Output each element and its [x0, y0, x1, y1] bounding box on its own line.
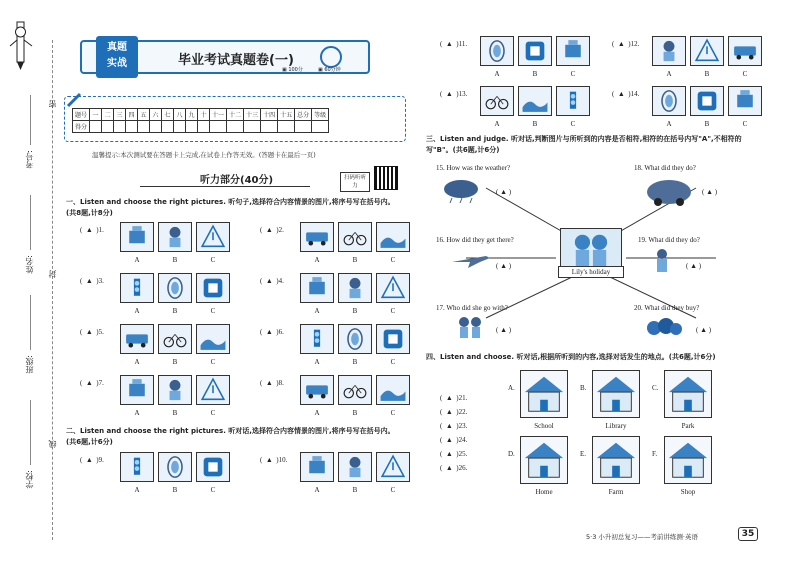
- score-cell-4[interactable]: [126, 121, 138, 133]
- option-label: A: [134, 486, 140, 494]
- option-label: B: [704, 70, 710, 78]
- score-input-row: [73, 121, 329, 133]
- question-number: )14.: [628, 90, 640, 98]
- question-number: )13.: [456, 90, 468, 98]
- plane-picture: [450, 250, 492, 270]
- q9-option-b-picture: [158, 452, 192, 482]
- score-cell-3[interactable]: [114, 121, 126, 133]
- judge-q16: 16. How did they get there?: [436, 236, 514, 244]
- score-table: [72, 108, 329, 133]
- answer-mark: ▲: [85, 226, 93, 234]
- score-col-3: 三: [114, 109, 126, 121]
- judge-a17[interactable]: ( ▲ ): [496, 326, 512, 334]
- q10-option-a-picture: [300, 452, 334, 482]
- score-cell-7[interactable]: [162, 121, 174, 133]
- pencil-mascot-icon: [6, 18, 36, 70]
- q10-option-b-picture: [338, 452, 372, 482]
- question-number: )24.: [456, 436, 468, 444]
- seal-char-3: 线: [48, 440, 57, 448]
- score-cell-13[interactable]: [244, 121, 261, 133]
- q11-option-a-picture: [480, 36, 514, 66]
- option-label: B: [532, 120, 538, 128]
- section-3-heading: 三、Listen and judge. 听对话,判断图片与所听到的内容是否相符,相符的在括号内写"A",不相符的写"B"。(共6题,计6分): [426, 135, 742, 154]
- score-header-row: [73, 109, 329, 121]
- answer-slot-5[interactable]: ( ▲ )5.: [80, 328, 104, 336]
- q3-option-a-picture: [120, 273, 154, 303]
- title-banner: [80, 40, 370, 74]
- answer-slot-8[interactable]: ( ▲ )8.: [260, 379, 284, 387]
- place-name: Park: [681, 422, 695, 430]
- option-label: B: [352, 256, 358, 264]
- goal-text: ▣ 60分钟: [318, 67, 341, 73]
- score-col-5: 五: [138, 109, 150, 121]
- q2-option-c-picture: [376, 222, 410, 252]
- question-number: )12.: [628, 40, 640, 48]
- option-label: A: [666, 120, 672, 128]
- score-cell-15[interactable]: [278, 121, 295, 133]
- fruit-picture: [644, 314, 684, 338]
- score-cell-16[interactable]: [295, 121, 312, 133]
- score-cell-1[interactable]: [90, 121, 102, 133]
- seal-char-1: 密: [48, 100, 57, 108]
- q8-option-a-picture: [300, 375, 334, 405]
- center-label: Lily's holiday: [558, 266, 624, 278]
- place-name: Shop: [680, 488, 696, 496]
- score-cell-5[interactable]: [138, 121, 150, 133]
- option-label: A: [314, 358, 320, 366]
- q4-option-b-picture: [338, 273, 372, 303]
- q13-option-c-picture: [556, 86, 590, 116]
- footer-text: 5·3 小升初总复习——考前讲练测·英语: [586, 533, 698, 541]
- answer-slot-14[interactable]: ( ▲ )14.: [612, 90, 640, 98]
- answer-slot-4[interactable]: ( ▲ )4.: [260, 277, 284, 285]
- q10-option-c-picture: [376, 452, 410, 482]
- judge-q17: 17. Who did she go with?: [436, 304, 508, 312]
- q12-option-c-picture: [728, 36, 762, 66]
- answer-mark: ▲: [617, 90, 625, 98]
- level-cell[interactable]: [312, 121, 329, 133]
- place-answer-slot-24[interactable]: ( ▲ )24.: [440, 436, 468, 444]
- option-label: C: [390, 307, 396, 315]
- option-label: C: [210, 486, 216, 494]
- score-cell-9[interactable]: [186, 121, 198, 133]
- option-label: C: [210, 307, 216, 315]
- section-2-heading: 二、Listen and choose the right pictures. 听对话,选择符合内容情景的图片,将序号写在括号内。(共6题,计6分): [66, 427, 395, 446]
- level-col: 等级: [312, 109, 329, 121]
- q9-option-a-picture: [120, 452, 154, 482]
- option-label: C: [210, 358, 216, 366]
- score-col-8: 八: [174, 109, 186, 121]
- place-picture-shop: [664, 436, 712, 484]
- answer-mark: ▲: [85, 277, 93, 285]
- score-col-9: 九: [186, 109, 198, 121]
- option-label: A: [494, 70, 500, 78]
- option-label: C: [390, 409, 396, 417]
- option-label: B: [532, 70, 538, 78]
- option-label: A: [134, 358, 140, 366]
- option-label: A: [314, 256, 320, 264]
- place-picture-park: [664, 370, 712, 418]
- place-letter: A.: [508, 384, 515, 392]
- answer-slot-3[interactable]: ( ▲ )3.: [80, 277, 104, 285]
- class-label: 班级:: [25, 355, 34, 374]
- question-number: )6.: [276, 328, 284, 336]
- answer-mark: ▲: [617, 40, 625, 48]
- score-cell-10[interactable]: [198, 121, 210, 133]
- q4-option-a-picture: [300, 273, 334, 303]
- score-col-10: 十: [198, 109, 210, 121]
- option-label: A: [314, 307, 320, 315]
- place-name: Farm: [608, 488, 624, 496]
- option-label: C: [742, 120, 748, 128]
- page-number: 35: [738, 527, 758, 541]
- badge-line1: 真题: [107, 42, 127, 53]
- option-label: B: [704, 120, 710, 128]
- q13-option-b-picture: [518, 86, 552, 116]
- score-col-7: 七: [162, 109, 174, 121]
- climbing-picture: [648, 246, 678, 276]
- score-col-2: 二: [102, 109, 114, 121]
- class-field[interactable]: [30, 295, 31, 350]
- row1-label: 题号: [73, 109, 90, 121]
- q11-option-c-picture: [556, 36, 590, 66]
- place-name: Home: [535, 488, 553, 496]
- option-label: B: [172, 486, 178, 494]
- q13-option-a-picture: [480, 86, 514, 116]
- q1-option-c-picture: [196, 222, 230, 252]
- badge: [96, 36, 138, 78]
- answer-mark: ▲: [265, 456, 273, 464]
- place-picture-farm: [592, 436, 640, 484]
- listening-title: 听力部分(40分): [200, 175, 274, 186]
- answer-mark: ▲: [85, 328, 93, 336]
- qr-code-icon[interactable]: [374, 166, 398, 190]
- q2-option-a-picture: [300, 222, 334, 252]
- judge-q18: 18. What did they do?: [634, 164, 696, 172]
- score-cell-6[interactable]: [150, 121, 162, 133]
- q14-option-a-picture: [652, 86, 686, 116]
- q3-option-b-picture: [158, 273, 192, 303]
- tip-text: 温馨提示:本次测试要在答题卡上完成,在试卷上作答无效。(答题卡在最后一页): [92, 151, 316, 159]
- q12-option-b-picture: [690, 36, 724, 66]
- section-1-heading: 一、Listen and choose the right pictures. 听句子,选择符合内容情景的图片,将序号写在括号内。(共8题,计8分): [66, 198, 395, 217]
- option-label: B: [352, 307, 358, 315]
- answer-mark: ▲: [445, 40, 453, 48]
- score-col-16: 总分: [295, 109, 312, 121]
- gutter-dashed-line: [52, 40, 53, 540]
- seat-field[interactable]: [30, 95, 31, 145]
- question-number: )22.: [456, 408, 468, 416]
- listening-underline: [140, 186, 310, 187]
- option-label: B: [172, 409, 178, 417]
- q2-option-b-picture: [338, 222, 372, 252]
- option-label: A: [314, 409, 320, 417]
- q6-option-c-picture: [376, 324, 410, 354]
- q11-option-b-picture: [518, 36, 552, 66]
- score-cell-2[interactable]: [102, 121, 114, 133]
- judge-a15[interactable]: ( ▲ ): [496, 188, 512, 196]
- name-label: 姓名:: [25, 255, 34, 274]
- answer-mark: ▲: [445, 450, 453, 458]
- school-label: 学校:: [25, 470, 34, 489]
- option-label: A: [134, 256, 140, 264]
- score-cell-8[interactable]: [174, 121, 186, 133]
- judge-diagram: [426, 158, 756, 338]
- time-text: ▣ 100分: [282, 67, 303, 73]
- q1-option-a-picture: [120, 222, 154, 252]
- answer-slot-1[interactable]: ( ▲ )1.: [80, 226, 104, 234]
- qr-label: 扫码听听力: [340, 172, 370, 192]
- answer-mark: ▲: [445, 394, 453, 402]
- q1-option-b-picture: [158, 222, 192, 252]
- option-label: C: [390, 256, 396, 264]
- answer-slot-2[interactable]: ( ▲ )2.: [260, 226, 284, 234]
- score-col-12: 十二: [227, 109, 244, 121]
- option-label: C: [390, 486, 396, 494]
- answer-slot-6[interactable]: ( ▲ )6.: [260, 328, 284, 336]
- place-letter: C.: [652, 384, 659, 392]
- judge-a18[interactable]: ( ▲ ): [702, 188, 718, 196]
- lily-picture: [560, 228, 622, 268]
- q6-option-a-picture: [300, 324, 334, 354]
- q8-option-b-picture: [338, 375, 372, 405]
- place-answer-slot-25[interactable]: ( ▲ )25.: [440, 450, 468, 458]
- answer-mark: ▲: [85, 379, 93, 387]
- option-label: A: [494, 120, 500, 128]
- score-cell-12[interactable]: [227, 121, 244, 133]
- answer-mark: ▲: [445, 436, 453, 444]
- question-number: )5.: [96, 328, 104, 336]
- score-cell-11[interactable]: [210, 121, 227, 133]
- answer-slot-12[interactable]: ( ▲ )12.: [612, 40, 640, 48]
- score-col-4: 四: [126, 109, 138, 121]
- answer-mark: ▲: [445, 408, 453, 416]
- option-label: B: [172, 307, 178, 315]
- place-letter: B.: [580, 384, 587, 392]
- score-col-14: 十四: [261, 109, 278, 121]
- score-cell-14[interactable]: [261, 121, 278, 133]
- q8-option-c-picture: [376, 375, 410, 405]
- answer-mark: ▲: [445, 464, 453, 472]
- place-picture-library: [592, 370, 640, 418]
- place-answer-slot-21[interactable]: ( ▲ )21.: [440, 394, 468, 402]
- judge-q15: 15. How was the weather?: [436, 164, 511, 172]
- pen-icon: [66, 92, 82, 108]
- q12-option-a-picture: [652, 36, 686, 66]
- question-number: )25.: [456, 450, 468, 458]
- question-number: )4.: [276, 277, 284, 285]
- option-label: C: [570, 70, 576, 78]
- q9-option-c-picture: [196, 452, 230, 482]
- seal-char-2: 封: [48, 270, 57, 278]
- score-col-15: 十五: [278, 109, 295, 121]
- q7-option-c-picture: [196, 375, 230, 405]
- page-title: 毕业考试真题卷(一): [178, 53, 294, 68]
- score-col-11: 十一: [210, 109, 227, 121]
- question-number: )7.: [96, 379, 104, 387]
- option-label: B: [352, 486, 358, 494]
- option-label: B: [352, 409, 358, 417]
- stopwatch-icon: [320, 46, 342, 68]
- place-answer-slot-22[interactable]: ( ▲ )22.: [440, 408, 468, 416]
- q5-option-a-picture: [120, 324, 154, 354]
- option-label: B: [172, 256, 178, 264]
- q7-option-a-picture: [120, 375, 154, 405]
- judge-a16[interactable]: ( ▲ ): [496, 262, 512, 270]
- row2-label: 得分: [73, 121, 90, 133]
- question-number: )3.: [96, 277, 104, 285]
- option-label: B: [172, 358, 178, 366]
- place-name: School: [534, 422, 554, 430]
- q6-option-b-picture: [338, 324, 372, 354]
- option-label: C: [210, 256, 216, 264]
- question-number: )26.: [456, 464, 468, 472]
- question-number: )10.: [276, 456, 288, 464]
- place-answer-slot-26[interactable]: ( ▲ )26.: [440, 464, 468, 472]
- score-col-1: 一: [90, 109, 102, 121]
- place-name: Library: [605, 422, 627, 430]
- option-label: C: [570, 120, 576, 128]
- seat-label: 考号:: [25, 150, 34, 169]
- name-field[interactable]: [30, 195, 31, 250]
- answer-mark: ▲: [445, 90, 453, 98]
- q4-option-c-picture: [376, 273, 410, 303]
- cloud-rain-picture: [440, 178, 482, 204]
- score-col-6: 六: [150, 109, 162, 121]
- score-col-13: 十三: [244, 109, 261, 121]
- answer-mark: ▲: [265, 226, 273, 234]
- question-number: )8.: [276, 379, 284, 387]
- place-picture-home: [520, 436, 568, 484]
- answer-mark: ▲: [445, 422, 453, 430]
- judge-a20[interactable]: ( ▲ ): [696, 326, 712, 334]
- place-picture-school: [520, 370, 568, 418]
- judge-q19: 19. What did they do?: [638, 236, 700, 244]
- binding-gutter: [0, 0, 70, 566]
- option-label: C: [210, 409, 216, 417]
- q7-option-b-picture: [158, 375, 192, 405]
- option-label: A: [134, 307, 140, 315]
- answer-mark: ▲: [265, 379, 273, 387]
- question-number: )23.: [456, 422, 468, 430]
- option-label: C: [742, 70, 748, 78]
- place-letter: D.: [508, 450, 515, 458]
- school-field[interactable]: [30, 400, 31, 465]
- answer-slot-10[interactable]: ( ▲ )10.: [260, 456, 288, 464]
- judge-q20: 20. What did they buy?: [634, 304, 700, 312]
- place-letter: F.: [652, 450, 658, 458]
- place-answer-slot-23[interactable]: ( ▲ )23.: [440, 422, 468, 430]
- answer-slot-7[interactable]: ( ▲ )7.: [80, 379, 104, 387]
- q5-option-b-picture: [158, 324, 192, 354]
- question-number: )1.: [96, 226, 104, 234]
- question-number: )21.: [456, 394, 468, 402]
- question-number: )9.: [96, 456, 104, 464]
- q14-option-b-picture: [690, 86, 724, 116]
- badge-line2: 实战: [107, 58, 127, 69]
- q14-option-c-picture: [728, 86, 762, 116]
- answer-mark: ▲: [265, 277, 273, 285]
- option-label: A: [666, 70, 672, 78]
- answer-mark: ▲: [85, 456, 93, 464]
- question-number: )11.: [456, 40, 468, 48]
- answer-slot-13[interactable]: ( ▲ )13.: [440, 90, 468, 98]
- answer-slot-9[interactable]: ( ▲ )9.: [80, 456, 104, 464]
- question-number: )2.: [276, 226, 284, 234]
- q5-option-c-picture: [196, 324, 230, 354]
- judge-a19[interactable]: ( ▲ ): [686, 262, 702, 270]
- option-label: A: [134, 409, 140, 417]
- answer-slot-11[interactable]: ( ▲ )11.: [440, 40, 468, 48]
- option-label: B: [352, 358, 358, 366]
- option-label: A: [314, 486, 320, 494]
- option-label: C: [390, 358, 396, 366]
- section-4-heading: 四、Listen and choose. 听对话,根据所听到的内容,选择对话发生的地点。(共6题,计6分): [426, 353, 716, 361]
- girls-picture: [454, 316, 486, 338]
- answer-mark: ▲: [265, 328, 273, 336]
- place-letter: E.: [580, 450, 587, 458]
- car-picture: [644, 174, 694, 206]
- q3-option-c-picture: [196, 273, 230, 303]
